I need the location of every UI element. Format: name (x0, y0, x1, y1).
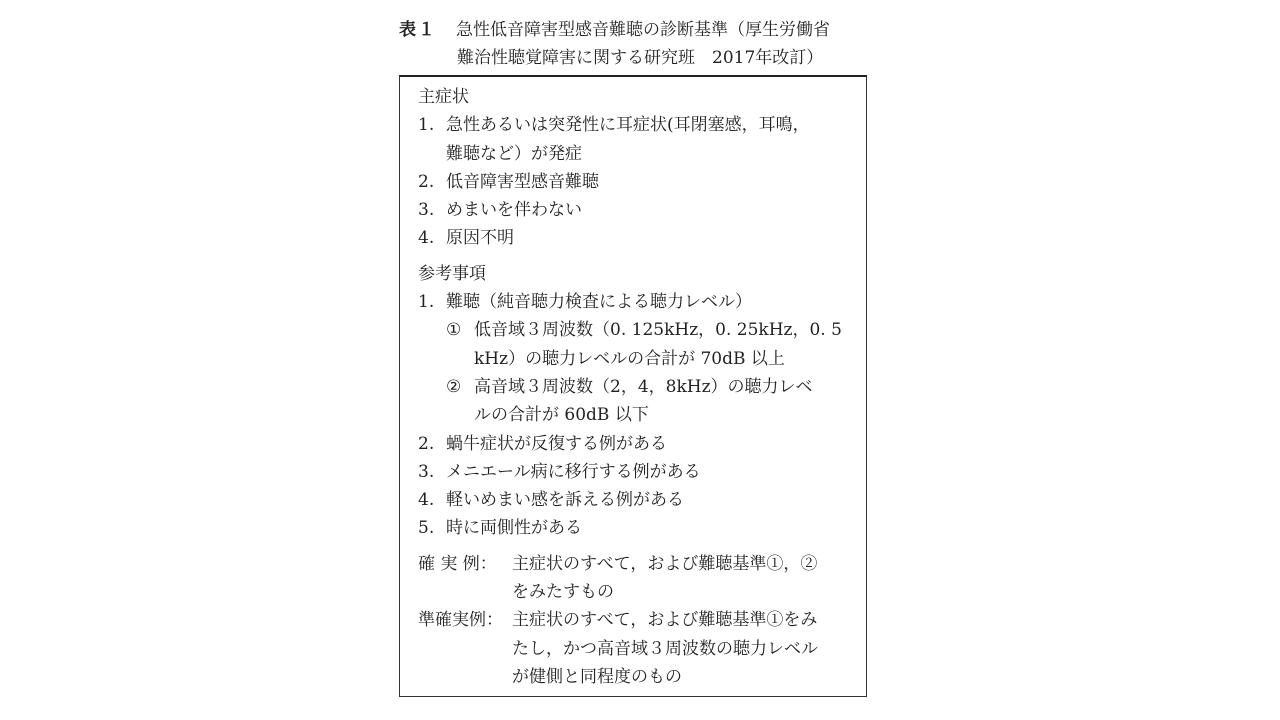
reference-item-4 (418, 486, 858, 514)
item-text-line: メニエール病に移行する例がある (446, 461, 701, 482)
hearing-criterion-1 (418, 316, 858, 373)
table-caption (399, 14, 867, 72)
criteria-content (418, 83, 858, 691)
criterion-number: ① (446, 320, 462, 341)
main-symptom-item-2 (418, 168, 858, 196)
item-text-line: 急性あるいは突発性に耳症状(耳閉塞感，耳鳴， (446, 115, 810, 136)
criterion-number: ② (446, 376, 462, 397)
reference-item-5 (418, 514, 858, 542)
section-gap (418, 253, 858, 260)
item-number: 2. (418, 433, 435, 454)
item-number: 2. (418, 171, 435, 192)
criterion-text-line: ルの合計が 60dB 以下 (474, 405, 649, 426)
main-symptom-item-1 (418, 111, 858, 168)
definition-text-line: 主症状のすべて，および難聴基準①をみ (512, 610, 818, 631)
item-text-line: 軽いめまい感を訴える例がある (446, 490, 684, 511)
definite-case-definition (418, 550, 858, 607)
criterion-text-line: kHz）の聴力レベルの合計が 70dB 以上 (474, 348, 785, 369)
definition-term: 確 実 例： (418, 553, 497, 574)
reference-heading: 参考事項 (418, 263, 486, 284)
item-text-line: 時に両側性がある (446, 518, 582, 539)
item-number: 3. (418, 200, 435, 221)
item-number: 4. (418, 490, 435, 511)
definition-text-line: をみたすもの (512, 582, 614, 603)
definition-text-line: が健側と同程度のもの (512, 666, 682, 687)
table-title (456, 16, 872, 72)
definition-text-line: たし，かつ高音域３周波数の聴力レベル (512, 638, 818, 659)
main-symptom-item-4 (418, 224, 858, 252)
main-symptom-item-3 (418, 196, 858, 224)
item-number: 1. (418, 292, 435, 313)
criteria-box (399, 75, 867, 697)
item-text-line: 難聴など）が発症 (446, 143, 582, 164)
section-gap (418, 543, 858, 550)
item-text-line: めまいを伴わない (446, 200, 582, 221)
definition-text-line: 主症状のすべて，および難聴基準①，② (512, 553, 818, 574)
reference-item-3 (418, 458, 858, 486)
item-number: 3. (418, 461, 435, 482)
item-number: 5. (418, 518, 435, 539)
reference-item-2 (418, 430, 858, 458)
criterion-text-line: 高音域３周波数（2，4，8kHz）の聴力レベ (474, 376, 813, 397)
item-text-line: 低音障害型感音難聴 (446, 171, 599, 192)
item-text-line: 蝸牛症状が反復する例がある (446, 433, 667, 454)
table-title-line-2: 難治性聴覚障害に関する研究班 2017年改訂） (457, 48, 824, 68)
table-title-line-1: 急性低音障害型感音難聴の診断基準（厚生労働省 (456, 20, 830, 40)
reference-item-1 (418, 288, 858, 316)
main-symptoms-heading: 主症状 (418, 87, 469, 107)
definition-term: 準確実例： (418, 610, 503, 631)
criterion-text-line: 低音域３周波数（0. 125kHz，0. 25kHz，0. 5 (474, 320, 842, 341)
criteria-table-figure (399, 14, 867, 687)
table-number-label: 表１ (399, 20, 437, 40)
probable-case-definition (418, 606, 858, 691)
item-number: 4. (418, 228, 435, 249)
item-text-line: 原因不明 (446, 228, 514, 249)
hearing-criterion-2 (418, 373, 858, 430)
item-number: 1. (418, 115, 435, 136)
item-text-line: 難聴（純音聴力検査による聴力レベル） (446, 292, 752, 313)
